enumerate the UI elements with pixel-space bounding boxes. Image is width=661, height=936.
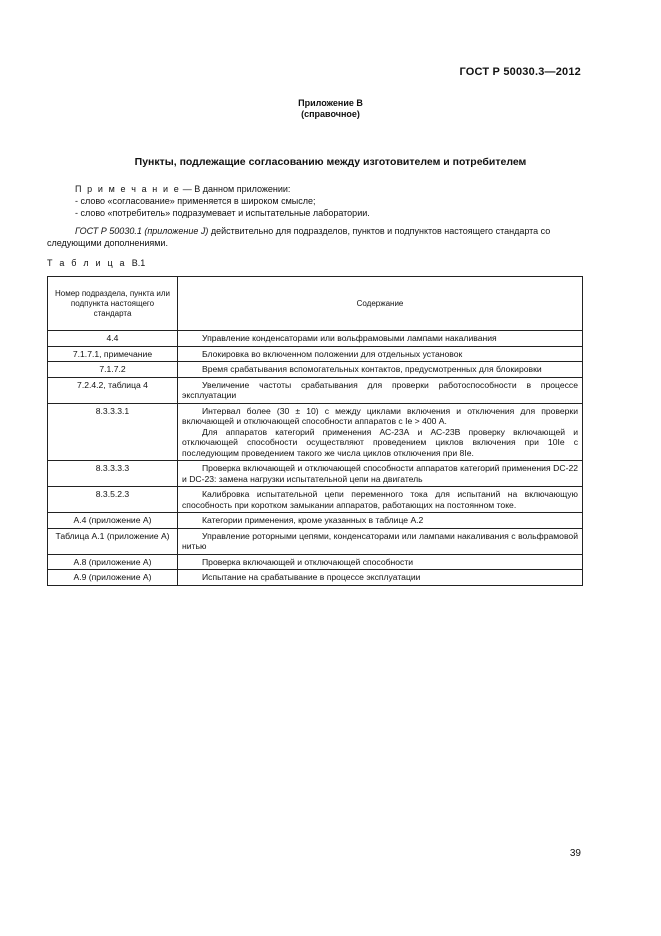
table-row — [48, 554, 583, 570]
section-heading: Пункты, подлежащие согласованию между изготовителем и потребителем — [134, 156, 527, 168]
requirements-table — [47, 276, 583, 586]
document-code: ГОСТ Р 50030.3—2012 — [459, 66, 581, 78]
note-item: - слово «согласование» применяется в широком смысле; — [75, 196, 316, 206]
row-number: 8.3.5.2.3 — [48, 487, 178, 513]
row-number: 7.1.7.1, примечание — [48, 346, 178, 362]
row-content-paragraph: Испытание на срабатывание в процессе эксплуатации — [202, 572, 421, 582]
note-text: — В данном приложении: — [180, 184, 291, 194]
row-content-paragraph: Проверка включающей и отключающей способности аппаратов категорий применения DC-22 и DC-23: замена нагрузки испытательной цепи на двигатель — [182, 463, 578, 484]
table-row — [48, 513, 583, 529]
row-number: 7.1.7.2 — [48, 362, 178, 378]
row-content — [178, 554, 583, 570]
row-number: Таблица А.1 (приложение А) — [48, 528, 178, 554]
row-content — [178, 377, 583, 403]
row-content — [178, 346, 583, 362]
row-content — [178, 487, 583, 513]
row-content — [178, 528, 583, 554]
table-row — [48, 377, 583, 403]
note-label: П р и м е ч а н и е — [75, 184, 181, 194]
row-number: А.8 (приложение А) — [48, 554, 178, 570]
table-row — [48, 346, 583, 362]
row-number: А.4 (приложение А) — [48, 513, 178, 529]
note-item: - слово «потребитель» подразумевает и испытательные лаборатории. — [75, 208, 370, 218]
appendix-subtitle: (справочное) — [301, 109, 360, 119]
row-number: А.9 (приложение А) — [48, 570, 178, 586]
row-content-paragraph: Проверка включающей и отключающей способности — [202, 556, 414, 567]
row-content-paragraph: Время срабатывания вспомогательных контактов, предусмотренных для блокировки — [202, 364, 542, 374]
table-row — [48, 403, 583, 461]
intro-text: действительно для подразделов, пунктов и подпунктов настоящего стандарта со следующими дополнениями. — [47, 226, 551, 248]
page-number: 39 — [569, 848, 581, 859]
appendix-block — [0, 98, 661, 120]
table-row — [48, 362, 583, 378]
intro-standard-reference: ГОСТ Р 50030.1 (приложение J) — [75, 226, 209, 236]
note-block — [75, 183, 370, 219]
row-content — [178, 403, 583, 461]
row-content-paragraph: Категории применения, кроме указанных в таблице А.2 — [202, 515, 424, 525]
row-content — [178, 570, 583, 586]
table-header-row — [48, 277, 583, 331]
row-number: 8.3.3.3.3 — [48, 461, 178, 487]
table-caption — [47, 258, 145, 268]
row-content-paragraph: Увеличение частоты срабатывания для проверки работоспособности в процессе эксплуатации — [182, 379, 578, 400]
row-content-paragraph: Для аппаратов категорий применения АС-23А и АС-23В проверку включающей и отключающей способности осуществляют проведением циклов включения при 10Iе с последующим проведением такого же числа циклов отключения при 8Iе. — [182, 426, 578, 458]
row-content — [178, 461, 583, 487]
row-number: 8.3.3.3.1 — [48, 403, 178, 461]
column-header-number: Номер подраздела, пункта или подпункта настоящего стандарта — [48, 277, 178, 331]
row-content-paragraph: Калибровка испытательной цепи переменного тока для испытаний на включающую способность при коротком замыкании аппаратов, работающих на постоянном токе. — [182, 489, 578, 510]
row-number: 4.4 — [48, 331, 178, 347]
row-content-paragraph: Блокировка во включенном положении для отдельных установок — [202, 348, 463, 359]
intro-paragraph — [47, 225, 583, 249]
table-row — [48, 528, 583, 554]
row-content-paragraph: Интервал более (30 ± 10) с между циклами включения и отключения для проверки включающей и отключающей способности аппаратов с Iе > 400 А. — [182, 405, 578, 426]
table-row — [48, 570, 583, 586]
table-caption-number: В.1 — [131, 258, 146, 268]
row-content — [178, 362, 583, 378]
table-row — [48, 461, 583, 487]
column-header-content: Содержание — [178, 277, 583, 331]
row-content — [178, 513, 583, 529]
row-number: 7.2.4.2, таблица 4 — [48, 377, 178, 403]
row-content-paragraph: Управление роторными цепями, конденсаторами или лампами накаливания с вольфрамовой нитью — [182, 530, 578, 551]
table-caption-label: Т а б л и ц а — [47, 258, 127, 268]
row-content-paragraph: Управление конденсаторами или вольфрамовыми лампами накаливания — [202, 333, 497, 343]
table-row — [48, 487, 583, 513]
table-row — [48, 331, 583, 347]
appendix-title: Приложение В — [298, 98, 363, 108]
row-content — [178, 331, 583, 347]
